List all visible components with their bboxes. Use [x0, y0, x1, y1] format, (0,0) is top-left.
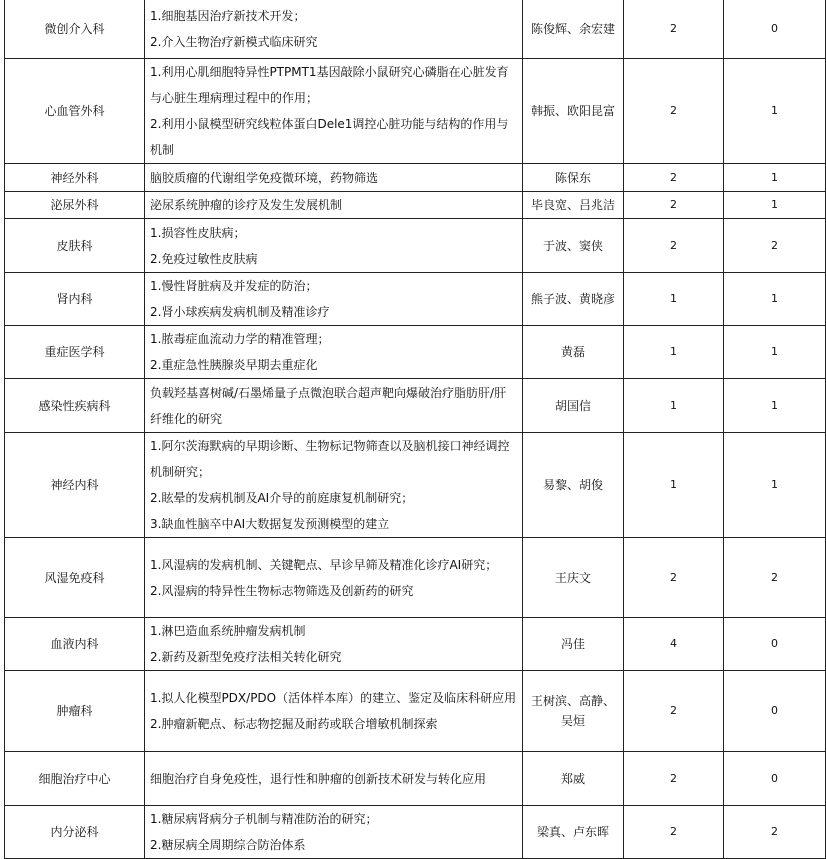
table-row: [5, 806, 826, 859]
count-b-cell: 1: [724, 164, 826, 192]
count-a-cell: 2: [624, 0, 724, 59]
table-row: [5, 59, 826, 164]
direction-line: 1.慢性肾脏病及并发症的防治；: [150, 279, 318, 293]
direction-line: 2.免疫过敏性皮肤病: [150, 251, 258, 266]
department-cell: 肾内科: [5, 273, 145, 326]
count-b-cell: 2: [724, 538, 826, 618]
direction-line: 2.介入生物治疗新模式临床研究: [150, 34, 318, 49]
research-direction-cell: [145, 192, 523, 219]
department-cell: 神经内科: [5, 433, 145, 538]
research-direction-cell: [145, 806, 523, 859]
direction-line: 细胞治疗自身免疫性，退行性和肿瘤的创新技术研发与转化应用: [150, 771, 487, 786]
research-direction-cell: [145, 752, 523, 806]
table-row: [5, 219, 826, 273]
direction-line: 1.阿尔茨海默病的早期诊断、生物标记物筛查以及脑机接口神经调控机制研究；: [150, 439, 510, 479]
leader-cell: 陈俊辉、余宏建: [523, 0, 624, 59]
table-row: [5, 192, 826, 219]
table-row: [5, 0, 826, 59]
department-cell: 内分泌科: [5, 806, 145, 859]
department-cell: 风湿免疫科: [5, 538, 145, 618]
count-a-cell: 2: [624, 671, 724, 752]
direction-line: 负载羟基喜树碱/石墨烯量子点微泡联合超声靶向爆破治疗脂肪肝/肝纤维化的研究: [150, 385, 507, 426]
leader-cell: 胡国信: [523, 379, 624, 433]
count-a-cell: 2: [624, 164, 724, 192]
count-b-cell: 0: [724, 752, 826, 806]
leader-cell: 于波、窦侠: [523, 219, 624, 273]
direction-line: 1.利用心肌细胞特异性PTPMT1基因敲除小鼠研究心磷脂在心脏发育与心脏生理病理过程中的作用；: [150, 65, 509, 105]
direction-line: 1.风湿病的发病机制、关键靶点、早诊早筛及精准化诊疗AI研究；: [150, 557, 498, 572]
direction-line: 脑胶质瘤的代谢组学免疫微环境，药物筛选: [150, 170, 379, 185]
research-direction-cell: [145, 164, 523, 192]
department-cell: 泌尿外科: [5, 192, 145, 219]
department-cell: 重症医学科: [5, 326, 145, 379]
leader-cell: 易黎、胡俊: [523, 433, 624, 538]
direction-line: 1.淋巴造血系统肿瘤发病机制: [150, 624, 306, 638]
table-body: [5, 0, 826, 859]
count-a-cell: 2: [624, 59, 724, 164]
leader-cell: 熊子波、黄晓彦: [523, 273, 624, 326]
direction-line: 2.重症急性胰腺炎早期去重症化: [150, 358, 318, 372]
direction-line: 1.脓毒症血流动力学的精准管理；: [150, 332, 330, 346]
direction-line: 2.肿瘤新靶点、标志物挖掘及耐药或联合增敏机制探索: [150, 717, 438, 731]
count-b-cell: 1: [724, 273, 826, 326]
leader-cell: 陈保东: [523, 164, 624, 192]
count-a-cell: 4: [624, 618, 724, 671]
direction-line: 2.眩晕的发病机制及AI介导的前庭康复机制研究；: [150, 491, 414, 505]
count-a-cell: 1: [624, 326, 724, 379]
direction-line: 2.新药及新型免疫疗法相关转化研究: [150, 650, 342, 664]
direction-line: 1.损容性皮肤病；: [150, 225, 246, 240]
leader-cell: 王庆文: [523, 538, 624, 618]
research-direction-cell: [145, 538, 523, 618]
table-row: [5, 326, 826, 379]
leader-cell: 黄磊: [523, 326, 624, 379]
count-a-cell: 1: [624, 273, 724, 326]
table-row: [5, 379, 826, 433]
table-row: [5, 164, 826, 192]
leader-cell: 韩振、欧阳昆富: [523, 59, 624, 164]
count-b-cell: 2: [724, 806, 826, 859]
department-cell: 感染性疾病科: [5, 379, 145, 433]
count-a-cell: 2: [624, 192, 724, 219]
department-cell: 细胞治疗中心: [5, 752, 145, 806]
research-direction-cell: [145, 219, 523, 273]
research-direction-cell: [145, 273, 523, 326]
department-cell: 肿瘤科: [5, 671, 145, 752]
direction-line: 1.细胞基因治疗新技术开发；: [150, 8, 306, 23]
department-cell: 神经外科: [5, 164, 145, 192]
leader-cell: 梁真、卢东晖: [523, 806, 624, 859]
count-a-cell: 1: [624, 433, 724, 538]
direction-line: 2.糖尿病全周期综合防治体系: [150, 838, 306, 852]
count-a-cell: 2: [624, 538, 724, 618]
research-direction-cell: [145, 433, 523, 538]
direction-line: 1.拟人化模型PDX/PDO（活体样本库）的建立、鉴定及临床科研应用: [150, 691, 517, 705]
count-b-cell: 1: [724, 59, 826, 164]
leader-cell: 郑威: [523, 752, 624, 806]
department-cell: 心血管外科: [5, 59, 145, 164]
research-direction-cell: [145, 59, 523, 164]
count-b-cell: 1: [724, 192, 826, 219]
department-cell: 微创介入科: [5, 0, 145, 59]
research-direction-cell: [145, 671, 523, 752]
research-direction-cell: [145, 0, 523, 59]
table-row: [5, 671, 826, 752]
count-b-cell: 0: [724, 618, 826, 671]
leader-cell: 冯佳: [523, 618, 624, 671]
count-a-cell: 2: [624, 752, 724, 806]
direction-line: 2.风湿病的特异性生物标志物筛选及创新药的研究: [150, 583, 414, 598]
count-b-cell: 0: [724, 0, 826, 59]
table-row: [5, 433, 826, 538]
direction-line: 3.缺血性脑卒中AI大数据复发预测模型的建立: [150, 517, 390, 531]
count-b-cell: 1: [724, 379, 826, 433]
department-cell: 血液内科: [5, 618, 145, 671]
table-row: [5, 273, 826, 326]
count-a-cell: 2: [624, 219, 724, 273]
direction-line: 2.肾小球疾病发病机制及精准诊疗: [150, 305, 330, 319]
count-b-cell: 1: [724, 326, 826, 379]
leader-cell: 王树滨、高静、吴烜: [523, 671, 624, 752]
leader-cell: 毕良宽、吕兆洁: [523, 192, 624, 219]
research-direction-cell: [145, 379, 523, 433]
count-a-cell: 2: [624, 806, 724, 859]
table-row: [5, 752, 826, 806]
count-b-cell: 0: [724, 671, 826, 752]
direction-line: 泌尿系统肿瘤的诊疗及发生发展机制: [150, 198, 343, 212]
count-b-cell: 2: [724, 219, 826, 273]
table-row: [5, 618, 826, 671]
count-b-cell: 1: [724, 433, 826, 538]
direction-line: 2.利用小鼠模型研究线粒体蛋白Dele1调控心脏功能与结构的作用与机制: [150, 117, 509, 157]
research-table: [4, 0, 826, 859]
direction-line: 1.糖尿病肾病分子机制与精准防治的研究；: [150, 812, 378, 826]
count-a-cell: 1: [624, 379, 724, 433]
research-direction-cell: [145, 618, 523, 671]
research-direction-cell: [145, 326, 523, 379]
table-row: [5, 538, 826, 618]
department-cell: 皮肤科: [5, 219, 145, 273]
